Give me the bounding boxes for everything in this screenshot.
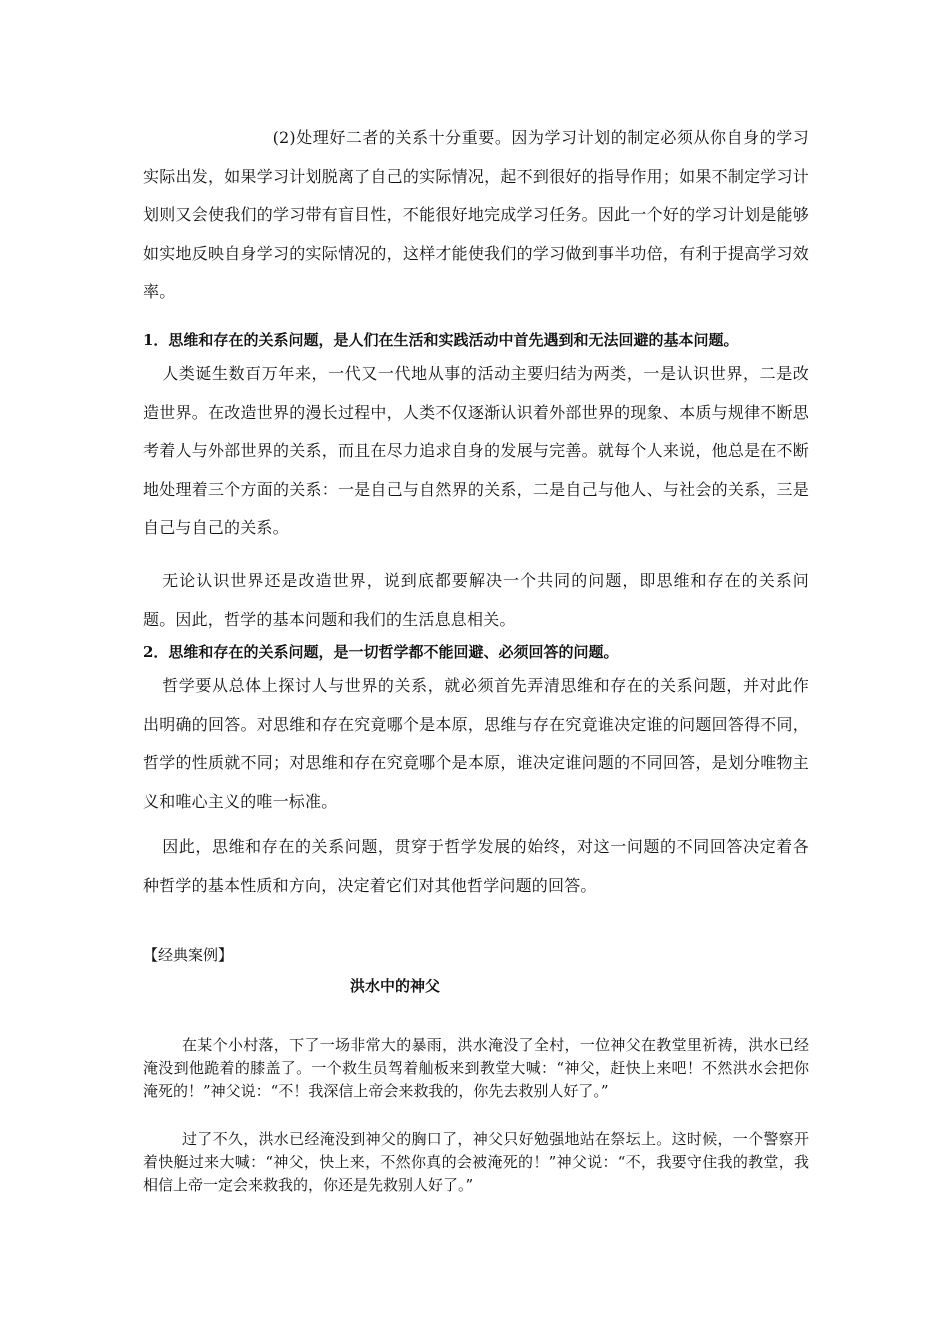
heading-2: 2．思维和存在的关系问题，是一切哲学都不能回避、必须回答的问题。 (143, 643, 619, 661)
paragraph-study-plan: (2)处理好二者的关系十分重要。因为学习计划的制定必须从你自身的学习实际出发，如果学习计划脱离了自己的实际情况，起不到很好的指导作用；如果不制定学习计划则又会使我们的学习带有盲目性，不能很好地完成学习任务。因此一个好的学习计划是能够如实地反映自身学习的实际情况的，这样才能使我们的学习做到事半功倍，有利于提高学习效率。 (143, 128, 809, 301)
paragraph-human-activities: 人类诞生数百万年来，一代又一代地从事的活动主要归结为两类，一是认识世界，二是改造世界。在改造世界的漫长过程中，人类不仅逐渐认识着外部世界的现象、本质与规律不断思考着人与外部世界的关系，而且在尽力追求自身的发展与完善。就每个人来说，他总是在不断地处理着三个方面的关系：一是自己与自然界的关系，二是自己与他人、与社会的关系，三是自己与自己的关系。 (143, 364, 809, 537)
case-label: 【经典案例】 (143, 946, 234, 964)
case-title: 洪水中的神父 (349, 977, 440, 995)
paragraph-conclusion: 因此，思维和存在的关系问题，贯穿于哲学发展的始终，对这一问题的不同回答决定着各种哲学的基本性质和方向，决定着它们对其他哲学问题的回答。 (143, 837, 809, 895)
story-paragraph-2: 过了不久，洪水已经淹没到神父的胸口了，神父只好勉强地站在祭坛上。这时候，一个警察开着快艇过来大喊：“神父，快上来，不然你真的会被淹死的！”神父说：“不，我要守住我的教堂，我相信上帝一定会来救我的，你还是先救别人好了。” (143, 1130, 809, 1194)
heading-1: 1．思维和存在的关系问题，是人们在生活和实践活动中首先遇到和无法回避的基本问题。 (143, 331, 739, 349)
paragraph-philosophy-question: 哲学要从总体上探讨人与世界的关系，就必须首先弄清思维和存在的关系问题，并对此作出明确的回答。对思维和存在究竟哪个是本原，思维与存在究竟谁决定谁的问题回答得不同，哲学的性质就不同；对思维和存在究竟哪个是本原，谁决定谁问题的不同回答，是划分唯物主义和唯心主义的唯一标准。 (143, 676, 809, 811)
story-paragraph-1: 在某个小村落，下了一场非常大的暴雨，洪水淹没了全村，一位神父在教堂里祈祷，洪水已经淹没到他跪着的膝盖了。一个救生员驾着舢板来到教堂大喊：“神父，赶快上来吧！不然洪水会把你淹死的！”神父说：“不！我深信上帝会来救我的，你先去救别人好了。” (143, 1036, 809, 1100)
paragraph-common-problem: 无论认识世界还是改造世界，说到底都要解决一个共同的问题，即思维和存在的关系问题。因此，哲学的基本问题和我们的生活息息相关。 (143, 571, 809, 629)
